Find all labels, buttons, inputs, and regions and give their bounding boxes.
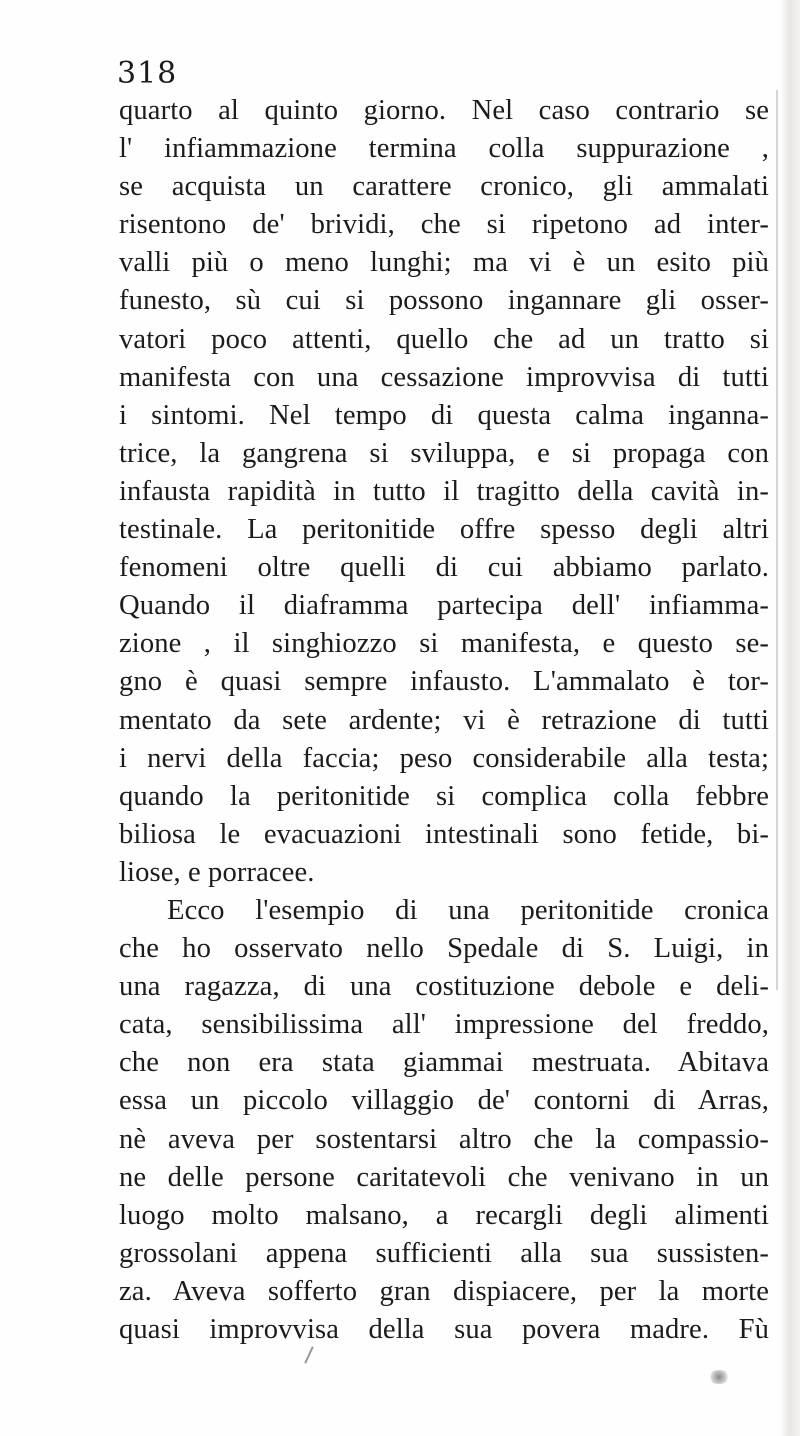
text-line: mentato da sete ardente; vi è retrazione di tutti — [119, 704, 769, 736]
text-line: l' infiammazione termina colla suppurazione , — [119, 133, 769, 165]
text-line: zione , il singhiozzo si manifesta, e questo se- — [119, 628, 769, 660]
text-line: trice, la gangrena si sviluppa, e si propaga con — [119, 437, 769, 469]
text-line: i nervi della faccia; peso considerabile alla testa; — [119, 742, 769, 774]
text-line: fenomeni oltre quelli di cui abbiamo parlato. — [119, 552, 769, 584]
text-line: luogo molto malsano, a recargli degli alimenti — [119, 1199, 769, 1231]
text-line: infausta rapidità in tutto il tragitto della cavità in- — [119, 475, 769, 507]
page-edge — [782, 0, 800, 1436]
text-line: biliosa le evacuazioni intestinali sono fetide, bi- — [119, 818, 769, 850]
text-line: risentono de' brividi, che si ripetono ad inter- — [119, 209, 769, 241]
text-line: testinale. La peritonitide offre spesso degli altri — [119, 514, 769, 546]
text-line: i sintomi. Nel tempo di questa calma inganna- — [119, 399, 769, 431]
text-line: Quando il diaframma partecipa dell' infiamma- — [119, 590, 769, 622]
text-line: quarto al quinto giorno. Nel caso contrario se — [119, 95, 769, 126]
text-line: nè aveva per sostentarsi altro che la compassio- — [119, 1123, 769, 1155]
text-line: cata, sensibilissima all' impressione del freddo, — [119, 1009, 769, 1041]
text-line: vatori poco attenti, quello che ad un tratto si — [119, 323, 769, 355]
text-line: gno è quasi sempre infausto. L'ammalato è tor- — [119, 666, 769, 698]
text-line: quando la peritonitide si complica colla febbre — [119, 780, 769, 812]
binding-shadow — [776, 90, 778, 990]
page-number: 318 — [117, 56, 178, 91]
text-line: che non era stata giammai mestruata. Abitava — [119, 1047, 769, 1079]
ink-blot — [708, 1370, 730, 1384]
text-line: liose, e porracee. — [119, 856, 315, 888]
text-line: ne delle persone caritatevoli che venivano in un — [119, 1161, 769, 1193]
text-line: grossolani appena sufficienti alla sua sussisten- — [119, 1237, 769, 1269]
text-line: una ragazza, di una costituzione debole e deli- — [119, 971, 769, 1003]
text-line: essa un piccolo villaggio de' contorni di Arras, — [119, 1085, 769, 1117]
text-line: Ecco l'esempio di una peritonitide cronica — [167, 894, 769, 926]
text-line: se acquista un carattere cronico, gli ammalati — [119, 171, 769, 203]
text-line: quasi improvvisa della sua povera madre. Fù — [119, 1314, 769, 1345]
text-line: funesto, sù cui si possono ingannare gli osser- — [119, 285, 769, 317]
text-line: za. Aveva sofferto gran dispiacere, per la morte — [119, 1275, 769, 1307]
text-line: che ho osservato nello Spedale di S. Luigi, in — [119, 933, 769, 965]
text-line: manifesta con una cessazione improvvisa di tutti — [119, 361, 769, 393]
body-text — [119, 92, 769, 1349]
text-line: valli più o meno lunghi; ma vi è un esito più — [119, 247, 769, 279]
